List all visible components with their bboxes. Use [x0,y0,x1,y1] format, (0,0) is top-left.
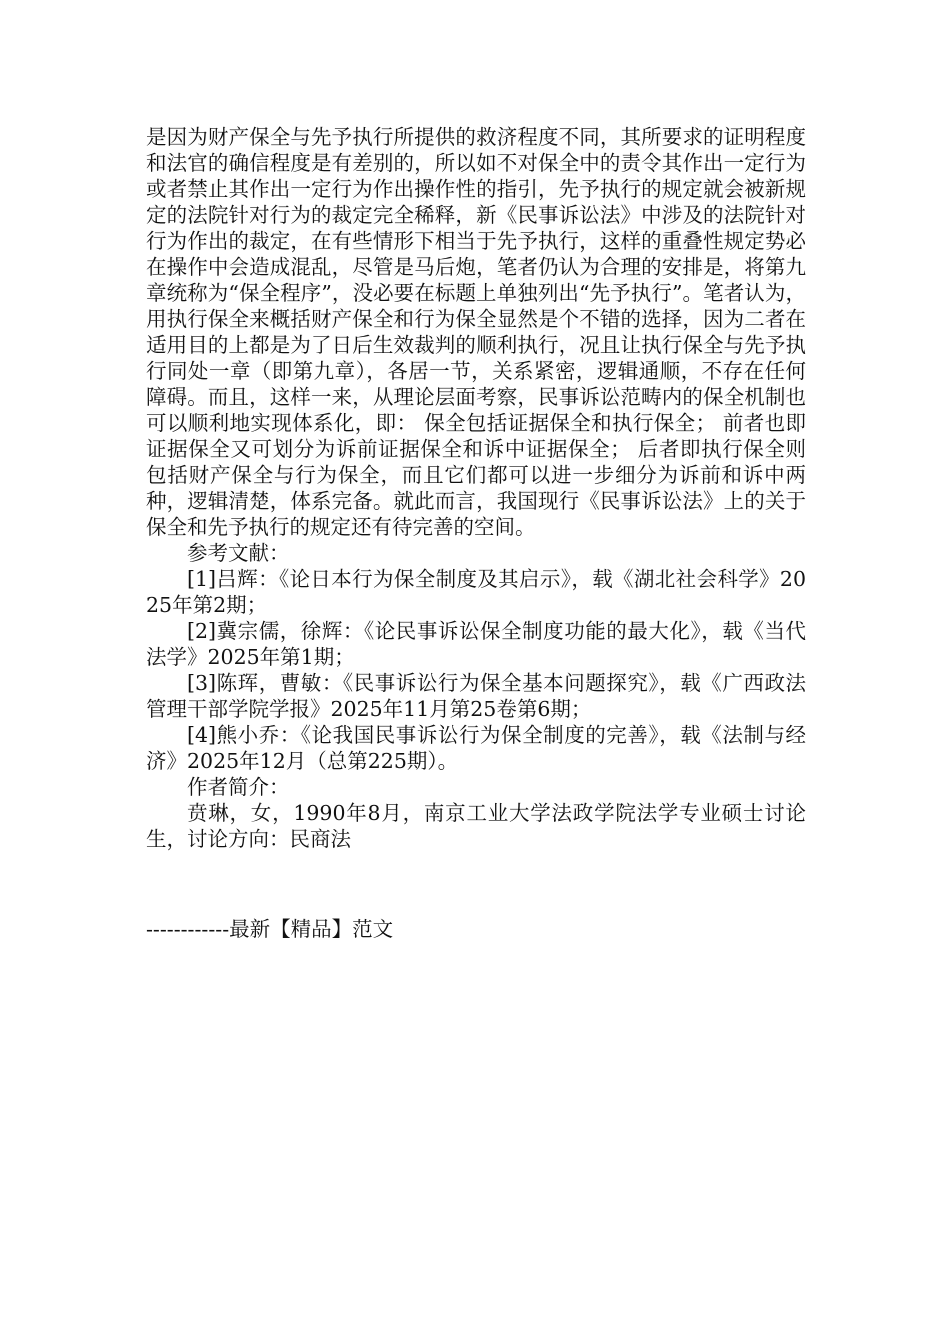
references-heading: 参考文献： [187,541,290,565]
reference-item-1: [1]吕辉：《论日本行为保全制度及其启示》，载《湖北社会科学》2025年第2期； [146,567,806,617]
reference-item-4: [4]熊小乔：《论我国民事诉讼行为保全制度的完善》，载《法制与经济》2025年12月（总第225期）。 [146,723,806,773]
document-page [146,124,806,942]
author-heading: 作者简介： [187,775,290,799]
author-bio: 贲琳，女，1990年8月，南京工业大学法政学院法学专业硕士讨论生，讨论方向：民商法 [146,801,806,851]
reference-item-3: [3]陈珲，曹敏：《民事诉讼行为保全基本问题探究》，载《广西政法管理干部学院学报》2025年11月第25卷第6期； [146,671,806,721]
body-paragraph: 是因为财产保全与先予执行所提供的救济程度不同，其所要求的证明程度和法官的确信程度是有差别的，所以如不对保全中的责令其作出一定行为或者禁止其作出一定行为作出操作性的指引，先予执行的规定就会被新规定的法院针对行为的裁定完全稀释，新《民事诉讼法》中涉及的法院针对行为作出的裁定，在有些情形下相当于先予执行，这样的重叠性规定势必在操作中会造成混乱，尽管是马后炮，笔者仍认为合理的安排是，将第九章统称为“保全程序”，没必要在标题上单独列出“先予执行”。笔者认为，用执行保全来概括财产保全和行为保全显然是个不错的选择，因为二者在适用目的上都是为了日后生效裁判的顺利执行，况且让执行保全与先予执行同处一章（即第九章），各居一节，关系紧密，逻辑通顺，不存在任何障碍。而且，这样一来，从理论层面考察，民事诉讼范畴内的保全机制也可以顺利地实现体系化，即： 保全包括证据保全和执行保全； 前者也即证据保全又可划分为诉前证据保全和诉中证据保全； 后者即执行保全则包括财产保全与行为保全，而且它们都可以进一步细分为诉前和诉中两种，逻辑清楚，体系完备。就此而言，我国现行《民事诉讼法》上的关于保全和先予执行的规定还有待完善的空间。 [146,125,806,539]
footer-label: ------------最新【精品】范文 [146,917,394,941]
reference-item-2: [2]冀宗儒，徐辉：《论民事诉讼保全制度功能的最大化》，载《当代法学》2025年第1期； [146,619,806,669]
